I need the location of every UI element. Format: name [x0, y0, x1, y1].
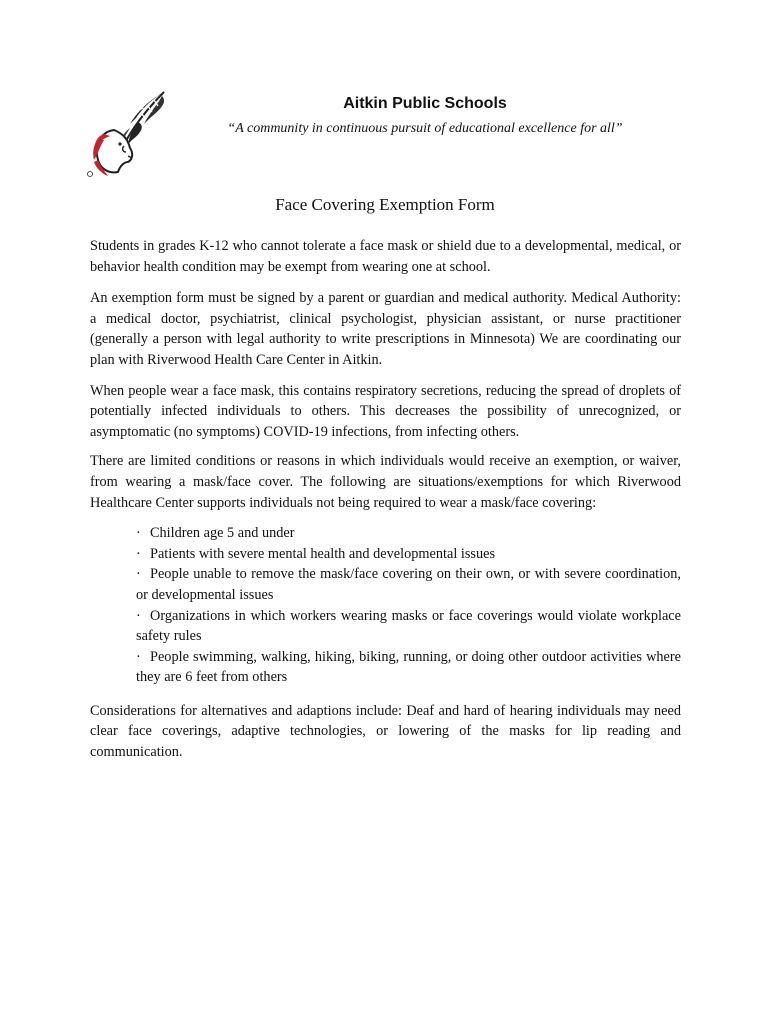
paragraph-mask-purpose: When people wear a face mask, this contains respiratory secretions, reducing the spread of droplets of potentially infected individuals to others. This decreases the possibility of unrecognized, or asymptomatic (no symptoms) COVID-19 infections, from infecting others. [90, 382, 681, 440]
bullet-icon: · [136, 607, 141, 624]
list-item-text: Patients with severe mental health and developmental issues [150, 545, 496, 562]
list-item-text: People unable to remove the mask/face covering on their own, or with severe coordination, or developmental issues [136, 566, 681, 603]
list-item [136, 564, 681, 605]
list-item [136, 606, 681, 647]
paragraph-eligibility: Students in grades K-12 who cannot tolerate a face mask or shield due to a developmental, medical, or behavior health condition may be exempt from wearing one at school. [90, 238, 681, 275]
exemption-list [90, 523, 681, 688]
list-item-text: Children age 5 and under [150, 525, 295, 542]
list-item-text: People swimming, walking, hiking, biking, running, or doing other outdoor activities where they are 6 feet from others [136, 648, 681, 686]
paragraph-alternatives: Considerations for alternatives and adaptions include: Deaf and hard of hearing individuals may need clear face coverings, adaptive technologies, or lowering of the masks for lip reading and communication. [90, 702, 681, 761]
list-item [136, 544, 681, 565]
school-name: Aitkin Public Schools [343, 95, 507, 112]
bullet-icon: · [136, 525, 141, 542]
paragraph-signature-requirement: An exemption form must be signed by a parent or guardian and medical authority. Medical Authority: a medical doctor, psychiatrist, clinical psychologist, physician assistant, or nurse practitioner (generally a person with legal authority to write prescriptions in Minnesota) We are coordinating our plan with Riverwood Health Care Center in Aitkin. [90, 290, 681, 368]
bullet-icon: · [136, 545, 141, 562]
list-item [136, 647, 681, 688]
form-body [90, 236, 681, 763]
paragraph-exemption-conditions: There are limited conditions or reasons in which individuals would receive an exemption, or waiver, from wearing a mask/face cover. The following are situations/exemptions for which Riverwood Healthcare Center supports individuals not being required to wear a mask/face covering: [90, 453, 681, 511]
bullet-icon: · [136, 648, 141, 665]
list-item [136, 523, 681, 544]
school-motto: “A community in continuous pursuit of educational excellence for all” [227, 121, 623, 136]
list-item-text: Organizations in which workers wearing masks or face coverings would violate workplace safety rules [136, 607, 681, 645]
bullet-icon: · [136, 566, 141, 583]
form-title: Face Covering Exemption Form [275, 195, 495, 214]
